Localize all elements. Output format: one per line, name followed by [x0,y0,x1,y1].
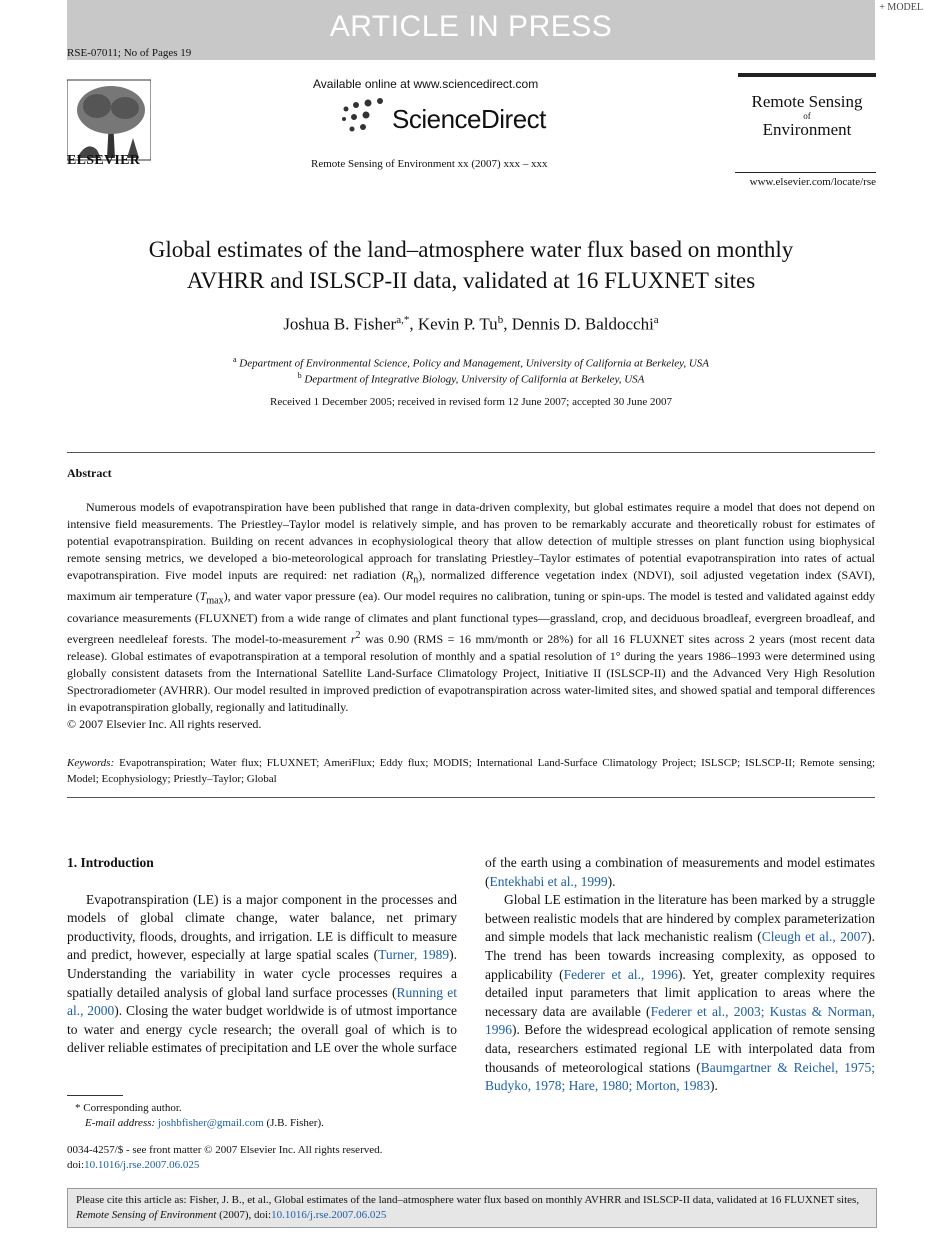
cite-journal: Remote Sensing of Environment [76,1209,217,1221]
abstract-heading: Abstract [67,466,112,480]
symbol-rn: R [405,568,414,582]
press-banner-title: ARTICLE IN PRESS [329,10,613,43]
model-tag: + MODEL [879,2,923,13]
issn-line: 0034-4257/$ - see front matter © 2007 Elsevier Inc. All rights reserved. [67,1144,383,1156]
received-dates: Received 1 December 2005; received in revised form 12 June 2007; accepted 30 June 2007 [270,396,672,408]
author-name: Joshua B. Fisher [283,314,397,334]
sciencedirect-dots-icon [336,95,396,135]
author-name: Dennis D. Baldocchi [511,314,654,334]
email-owner: (J.B. Fisher). [266,1117,324,1129]
affiliation-mark: b [297,371,302,380]
email-line [85,1116,324,1131]
journal-logo-line1: Remote Sensing [751,92,863,111]
abstract-text: Numerous models of evapotranspiration have been published that range in data-driven complexity, but global estimates require a model that does not depend on intensive field measurements. The Priestley–Taylor model is relatively simple, and has proven to be remarkably accurate and theoretically robust for estimates of potential evapotranspiration. Building on recent advances in ecophysiological theory that allow detection of multiple stresses on plant function using biophysical remote sensing metrics, we developed a bio-meteorological approach for translating Priestley–Taylor estimates of potential evapotranspiration into rates of actual evapotranspiration. Five model inputs are required: net radiation ( [67,500,875,582]
body-text: Evapotranspiration (LE) is a major component in the processes and models of global climate change, water balance, net primary productivity, floods, droughts, and irrigation. LE is difficult to measure and predict, however, especially at large spatial scales ( [67,891,457,963]
abstract-text: ), normalized difference vegetation index (NDVI), soil adjusted vegetation index (SAVI), maximum air temperature ( [67,568,875,604]
author-list: Joshua B. Fisher$^{a,*}$, Kevin P. Tu$^b$, Dennis D. Baldocchi$^a$ [283,314,659,334]
email-label: E-mail address: [85,1117,156,1129]
abstract-text: was 0.90 (RMS = 16 mm/month or 28%) for all 16 FLUXNET sites across 2 years (most recent data release). Global estimates of evapotranspiration at a temporal resolution of monthly and a spatial resolution of 1° during the years 1986–1993 were determined using globally consistent datasets from the International Satellite Land-Surface Climatology Project, Initiative II (ISLSCP-II) and the Advanced Very High Resolution Spectroradiometer (AVHRR). Our model resulted in improved prediction of evapotranspiration across water-limited sites, and showed spatial and temporal differences in evapotranspiration globally, regionally and latitudinally. [67,631,875,714]
symbol-r-sup: 2 [355,629,361,641]
body-text: ). Yet, greater complexity requires detailed input parameters that limit application to areas where the necessary data are available ( [485,966,875,1019]
body-text: ). Understanding the variability in water cycle processes requires a spatially detailed analysis of global land surface processes ( [67,947,457,1000]
keywords-text: Evapotranspiration; Water flux; FLUXNET; AmeriFlux; Eddy flux; MODIS; International Land-Surface Climatology Project; ISLSCP; ISLSCP-II; Remote sensing; Model; Ecophysiology; Priestly–Taylor; Global [67,757,875,785]
paragraph [67,891,457,1058]
citation-box [67,1188,877,1228]
body-text: Global LE estimation in the literature has been marked by a struggle between realistic models that are hindered by complex parameterization and simple models that lack mechanistic realism ( [485,892,875,945]
doi-link[interactable]: 10.1016/j.rse.2007.06.025 [84,1159,200,1171]
left-column [67,854,457,1058]
cite-doi-link[interactable]: 10.1016/j.rse.2007.06.025 [271,1209,387,1221]
journal-citation: Remote Sensing of Environment xx (2007) xxx – xxx [311,158,548,170]
doi-label: doi: [67,1159,85,1171]
title-line-2: AVHRR and ISLSCP-II data, validated at 16 FLUXNET sites [186,268,756,293]
body-text: ). Before the widespread ecological application of remote sensing data, researchers estimated regional LE with interpolated data from thousands of meteorological stations ( [485,1022,875,1075]
body-text: ). Closing the water budget worldwide is of utmost importance to water and energy cycle research; the overall goal of which is to deliver reliable estimates of precipitation and LE over the whole surface [67,1003,458,1056]
keywords-label: Keywords: [67,757,115,769]
affiliation-text: Department of Integrative Biology, University of California at Berkeley, USA [304,373,645,386]
affiliation-a [67,355,875,370]
body-text: ). [710,1078,718,1094]
affiliation-b [67,371,875,386]
citation-link[interactable]: Running et al., 2000 [67,984,457,1019]
affiliation-text: Department of Environmental Science, Policy and Management, University of California at Berkeley, USA [239,357,710,370]
doi-line [67,1158,199,1173]
divider [67,452,875,453]
citation-link[interactable]: Cleugh et al., 2007 [761,929,868,945]
citation-link[interactable]: Entekhabi et al., 1999 [489,873,608,889]
abstract-text: ), and water vapor pressure (ea). Our model requires no calibration, tuning or spin-ups. The model is tested and validated against eddy covariance measurements (FLUXNET) from a wide range of climates and plant functional types—grassland, crop, and deciduous broadleaf, evergreen broadleaf, and evergreen needleleaf forests. The model-to-measurement [67,589,875,646]
symbol-r: r [350,631,356,646]
citation-link[interactable]: Federer et al., 2003; Kustas & Norman, 1996 [485,1003,875,1038]
article-in-press-banner [67,0,875,60]
affiliation-mark: a [232,355,237,364]
symbol-tmax-sub: max [206,595,224,607]
journal-logo [738,73,876,173]
right-column [485,854,875,1096]
citation-link[interactable]: Turner, 1989 [378,947,450,963]
title-line-1: Global estimates of the land–atmosphere water flux based on monthly [148,237,794,262]
citation-link[interactable]: Federer et al., 1996 [563,966,678,982]
keywords [67,755,875,787]
abstract-body [67,499,875,733]
available-online: Available online at www.sciencedirect.com [313,77,539,91]
article-id: RSE-07011; No of Pages 19 [67,47,192,59]
author-name: Kevin P. Tu [417,314,498,334]
cite-text: (2007), doi: [216,1209,272,1221]
citation-link[interactable]: Baumgartner & Reichel, 1975; Budyko, 1978; Hare, 1980; Morton, 1983 [485,1059,875,1094]
symbol-tmax: T [199,589,207,604]
copyright: © 2007 Elsevier Inc. All rights reserved. [67,716,262,731]
article-title [67,234,875,296]
footnote-rule [67,1095,123,1096]
corresponding-author: * Corresponding author. [75,1102,182,1114]
symbol-rn-sub: n [413,574,419,586]
email-link[interactable]: joshbfisher@gmail.com [157,1117,264,1129]
cite-text: Please cite this article as: Fisher, J. B., et al., Global estimates of the land–atmosphere water flux based on monthly AVHRR and ISLSCP-II data, validated at 16 FLUXNET sites, [76,1194,860,1206]
journal-logo-of: of [803,111,811,121]
body-text: ). The trend has been towards increasing complexity, as opposed to applicability ( [485,929,876,982]
paragraph [485,854,875,891]
journal-logo-line2: Environment [762,120,852,139]
author-affil-mark: a [653,314,659,326]
publisher-name: ELSEVIER [67,153,141,168]
section-heading: 1. Introduction [67,855,154,870]
author-affil-mark: a,* [396,314,410,326]
author-affil-mark: b [497,314,504,326]
divider [67,797,875,798]
sciencedirect-wordmark: ScienceDirect [392,104,546,134]
body-text: of the earth using a combination of measurements and model estimates ( [485,855,875,889]
body-text: ). [607,873,616,889]
journal-url[interactable]: www.elsevier.com/locate/rse [735,172,876,188]
paragraph [485,891,875,1096]
